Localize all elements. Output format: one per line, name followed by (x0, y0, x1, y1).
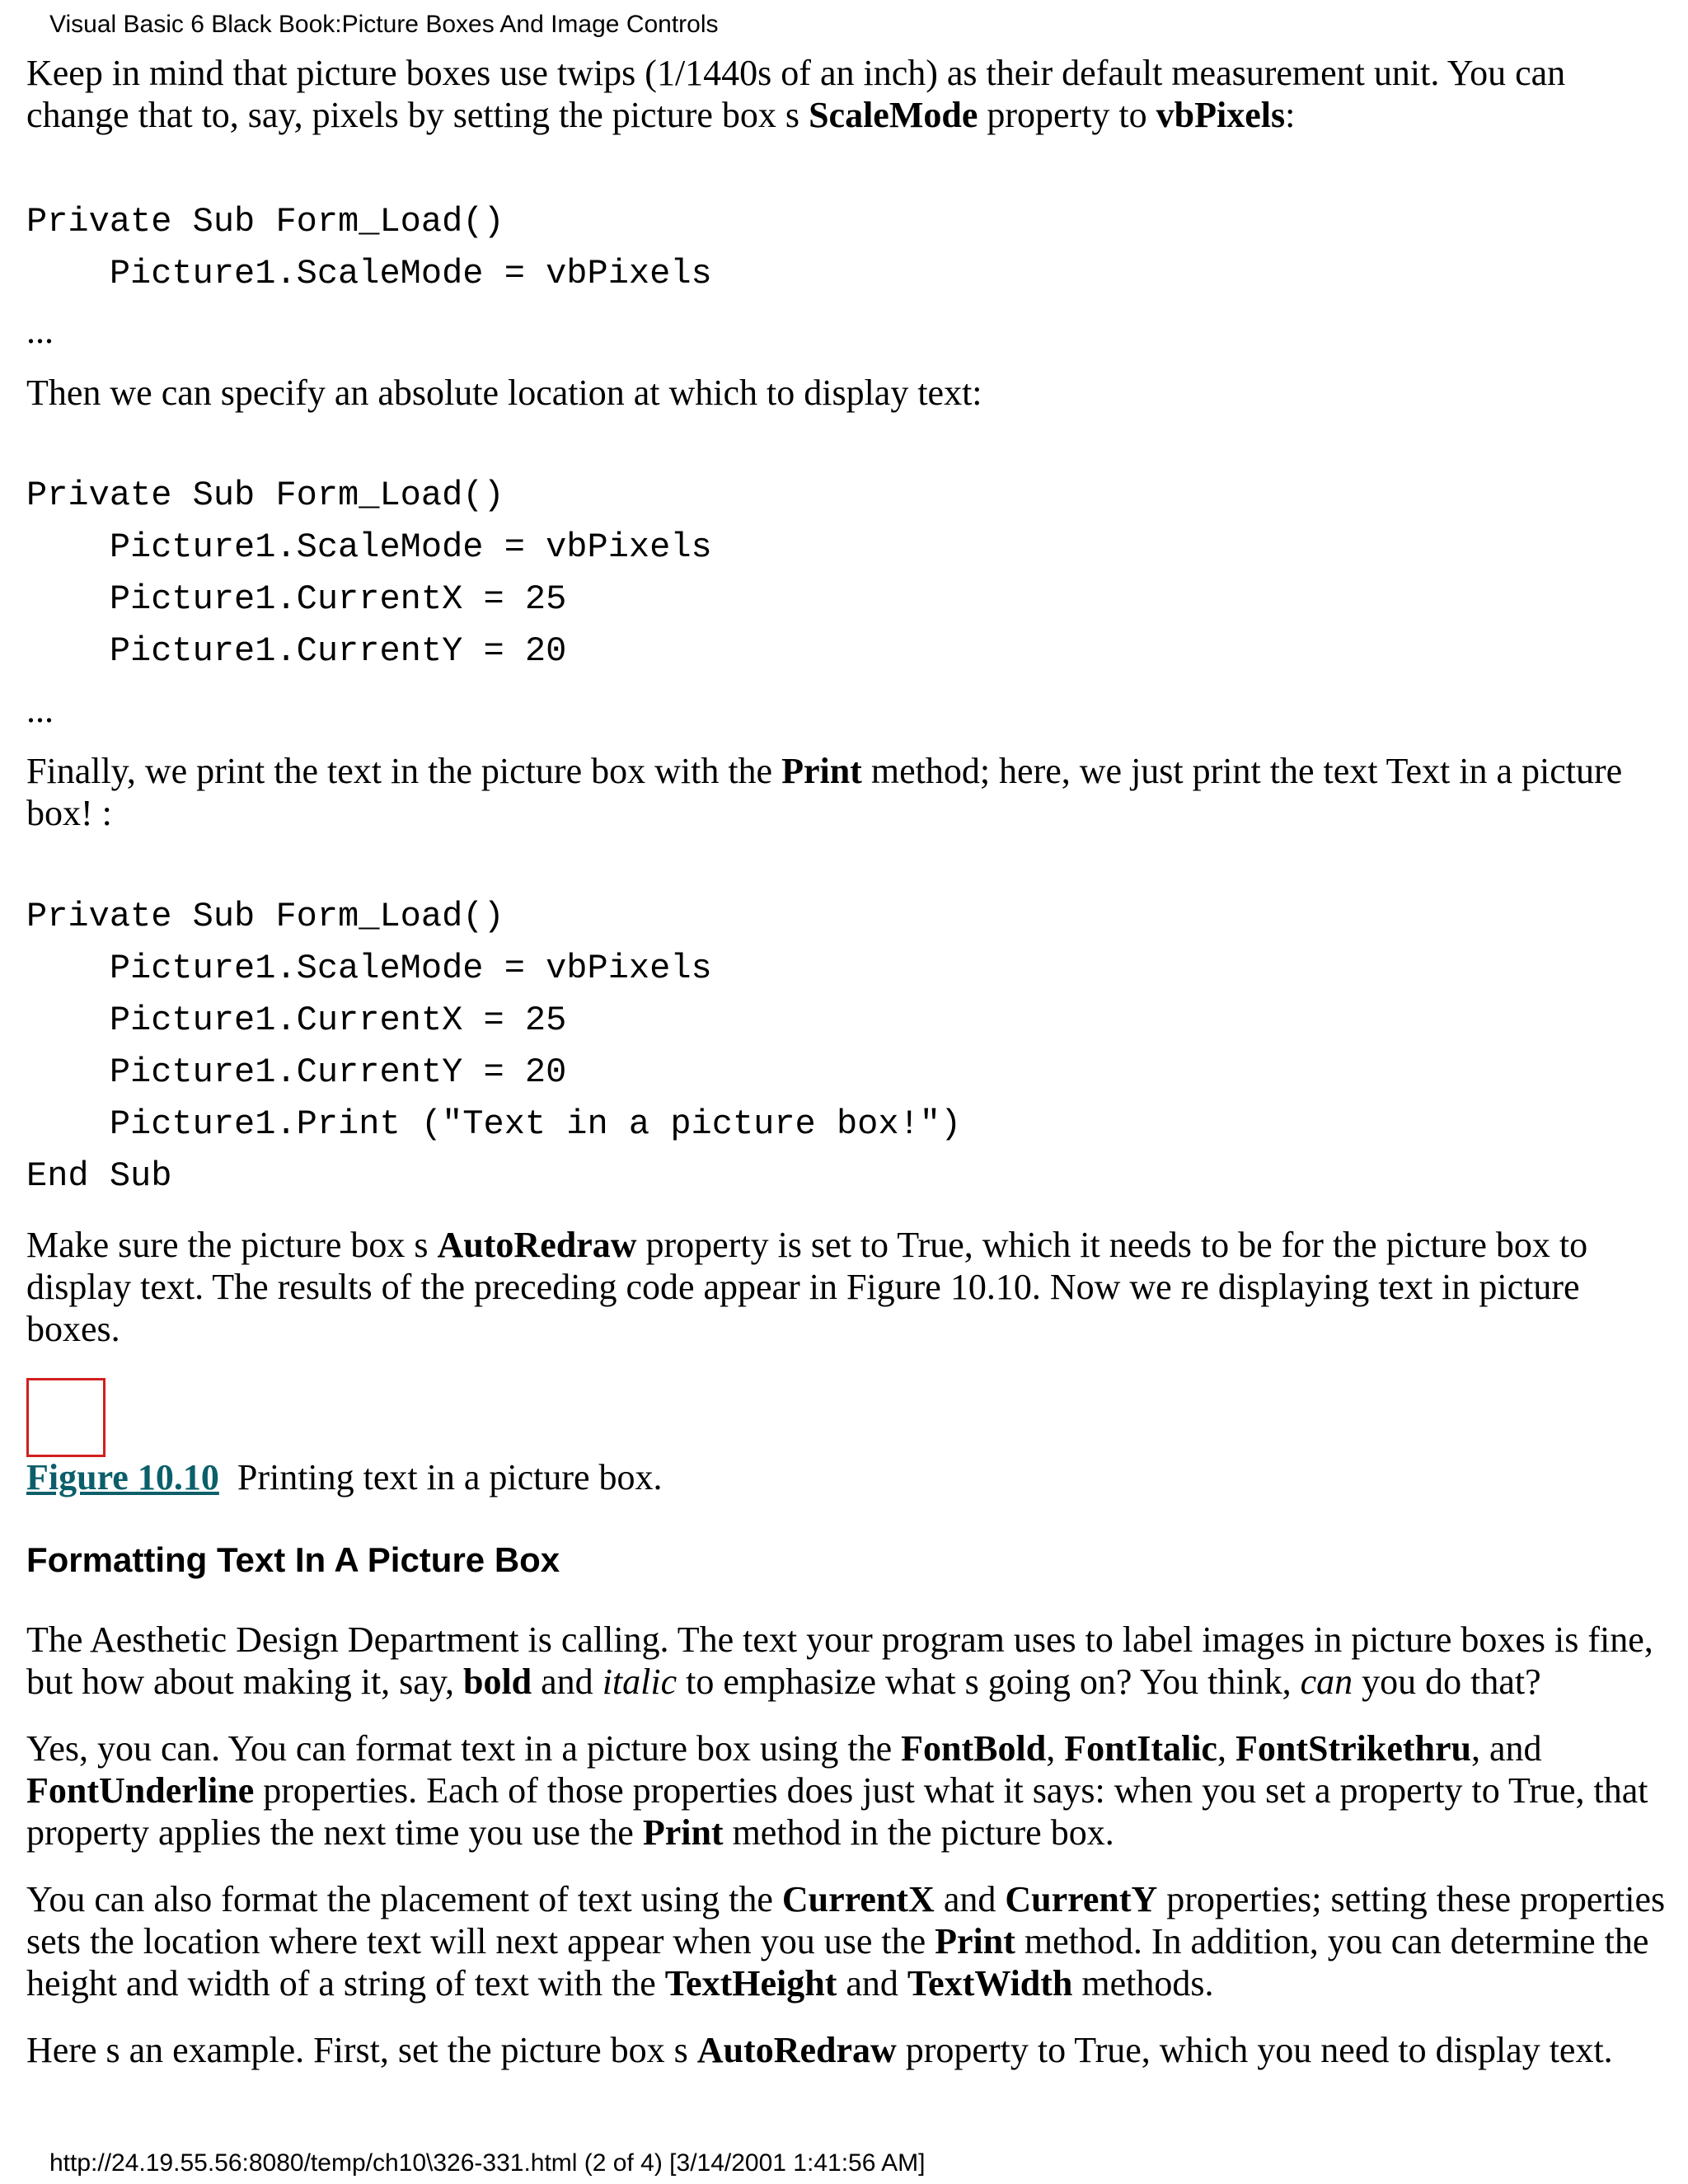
text: to emphasize what s going on? You think, (677, 1661, 1301, 1702)
bold-term: TextWidth (907, 1963, 1073, 2004)
text: , and (1470, 1728, 1542, 1769)
text: , (1217, 1728, 1236, 1769)
text: Yes, you can. You can format text in a picture box using the (26, 1728, 902, 1769)
bold-term: Print (935, 1921, 1015, 1961)
text: Finally, we print the text in the picture box with the (26, 751, 782, 791)
bold-term: CurrentY (1005, 1879, 1158, 1919)
ellipsis-2: ... (26, 690, 54, 730)
bold-term: AutoRedraw (437, 1225, 637, 1265)
bold-term: vbPixels (1156, 95, 1286, 135)
text: properties. Each of those properties does just what it says: when you set a property to True, that property applies the next time you use the (26, 1770, 1648, 1853)
bold-term: FontBold (901, 1728, 1047, 1769)
bold-term: bold (462, 1661, 532, 1702)
text: and (532, 1661, 603, 1702)
paragraph-placement (26, 1878, 1667, 2004)
bold-term: CurrentX (781, 1879, 935, 1919)
paragraph-scalemode (26, 52, 1667, 136)
bold-term: Print (781, 751, 862, 791)
text: properties; setting these properties sets the location where text will next appear when you use the (26, 1879, 1666, 1961)
page-header: Visual Basic 6 Black Book:Picture Boxes And Image Controls (49, 11, 719, 38)
section-heading: Formatting Text In A Picture Box (26, 1540, 560, 1579)
text: The Aesthetic Design Department is calling. The text your program uses to label images in picture boxes is fine, but how about making it, say, (26, 1619, 1653, 1702)
text: and (837, 1963, 907, 2004)
code-block-1: Private Sub Form_Load() Picture1.ScaleMode = vbPixels (26, 202, 712, 293)
italic-term: italic (602, 1661, 678, 1702)
paragraph-aesthetic (26, 1619, 1667, 1703)
text: : (1285, 95, 1296, 135)
bold-term: ScaleMode (809, 95, 978, 135)
code-block-3: Private Sub Form_Load() Picture1.ScaleMode = vbPixels Picture1.CurrentX = 25 Picture1.CurrentY = 20 Picture1.Print ("Text in a picture box!") End Sub (26, 897, 962, 1196)
text: Here s an example. First, set the picture box s (26, 2030, 697, 2070)
paragraph-autoredraw (26, 1224, 1667, 1350)
paragraph-print-method (26, 750, 1667, 834)
figure-link[interactable]: Figure 10.10 (26, 1457, 219, 1497)
figure-image-placeholder (26, 1378, 106, 1457)
paragraph-example (26, 2029, 1667, 2071)
text: method. In addition, you can determine the height and width of a string of text with the (26, 1921, 1649, 2004)
text: you do that? (1353, 1661, 1541, 1702)
paragraph-absolute-location: Then we can specify an absolute location at which to display text: (26, 373, 982, 413)
bold-term: FontStrikethru (1235, 1728, 1471, 1769)
text: method; here, we just print the text Text in a picture box! : (26, 751, 1623, 833)
text: and (934, 1879, 1006, 1919)
ellipsis-1: ... (26, 311, 54, 351)
text: property to True, which you need to display text. (896, 2030, 1613, 2070)
caption-text: Printing text in a picture box. (237, 1457, 663, 1497)
text: property is set to True, which it needs to be for the picture box to display text. The results of the preceding code appear in Figure 10.10. Now we re displaying text in picture boxes. (26, 1225, 1588, 1349)
text: , (1046, 1728, 1065, 1769)
bold-term: FontUnderline (26, 1770, 255, 1811)
text: method in the picture box. (723, 1812, 1114, 1853)
italic-term: can (1300, 1661, 1353, 1702)
text: Keep in mind that picture boxes use twips (1/1440s of an inch) as their default measurement unit. You can change that to, say, pixels by setting the picture box s (26, 53, 1566, 135)
page-footer-url: http://24.19.55.56:8080/temp/ch10\326-331.html (2 of 4) [3/14/2001 1:41:56 AM] (49, 2149, 926, 2177)
text: Make sure the picture box s (26, 1225, 438, 1265)
text: property to (978, 95, 1156, 135)
paragraph-font-properties (26, 1727, 1667, 1854)
bold-term: Print (642, 1812, 724, 1853)
text: You can also format the placement of text using the (26, 1879, 782, 1919)
figure-caption (26, 1455, 663, 1501)
bold-term: TextHeight (664, 1963, 837, 2004)
bold-term: FontItalic (1064, 1728, 1217, 1769)
code-block-2: Private Sub Form_Load() Picture1.ScaleMode = vbPixels Picture1.CurrentX = 25 Picture1.CurrentY = 20 (26, 476, 712, 671)
text: methods. (1072, 1963, 1214, 2004)
bold-term: AutoRedraw (696, 2030, 897, 2070)
